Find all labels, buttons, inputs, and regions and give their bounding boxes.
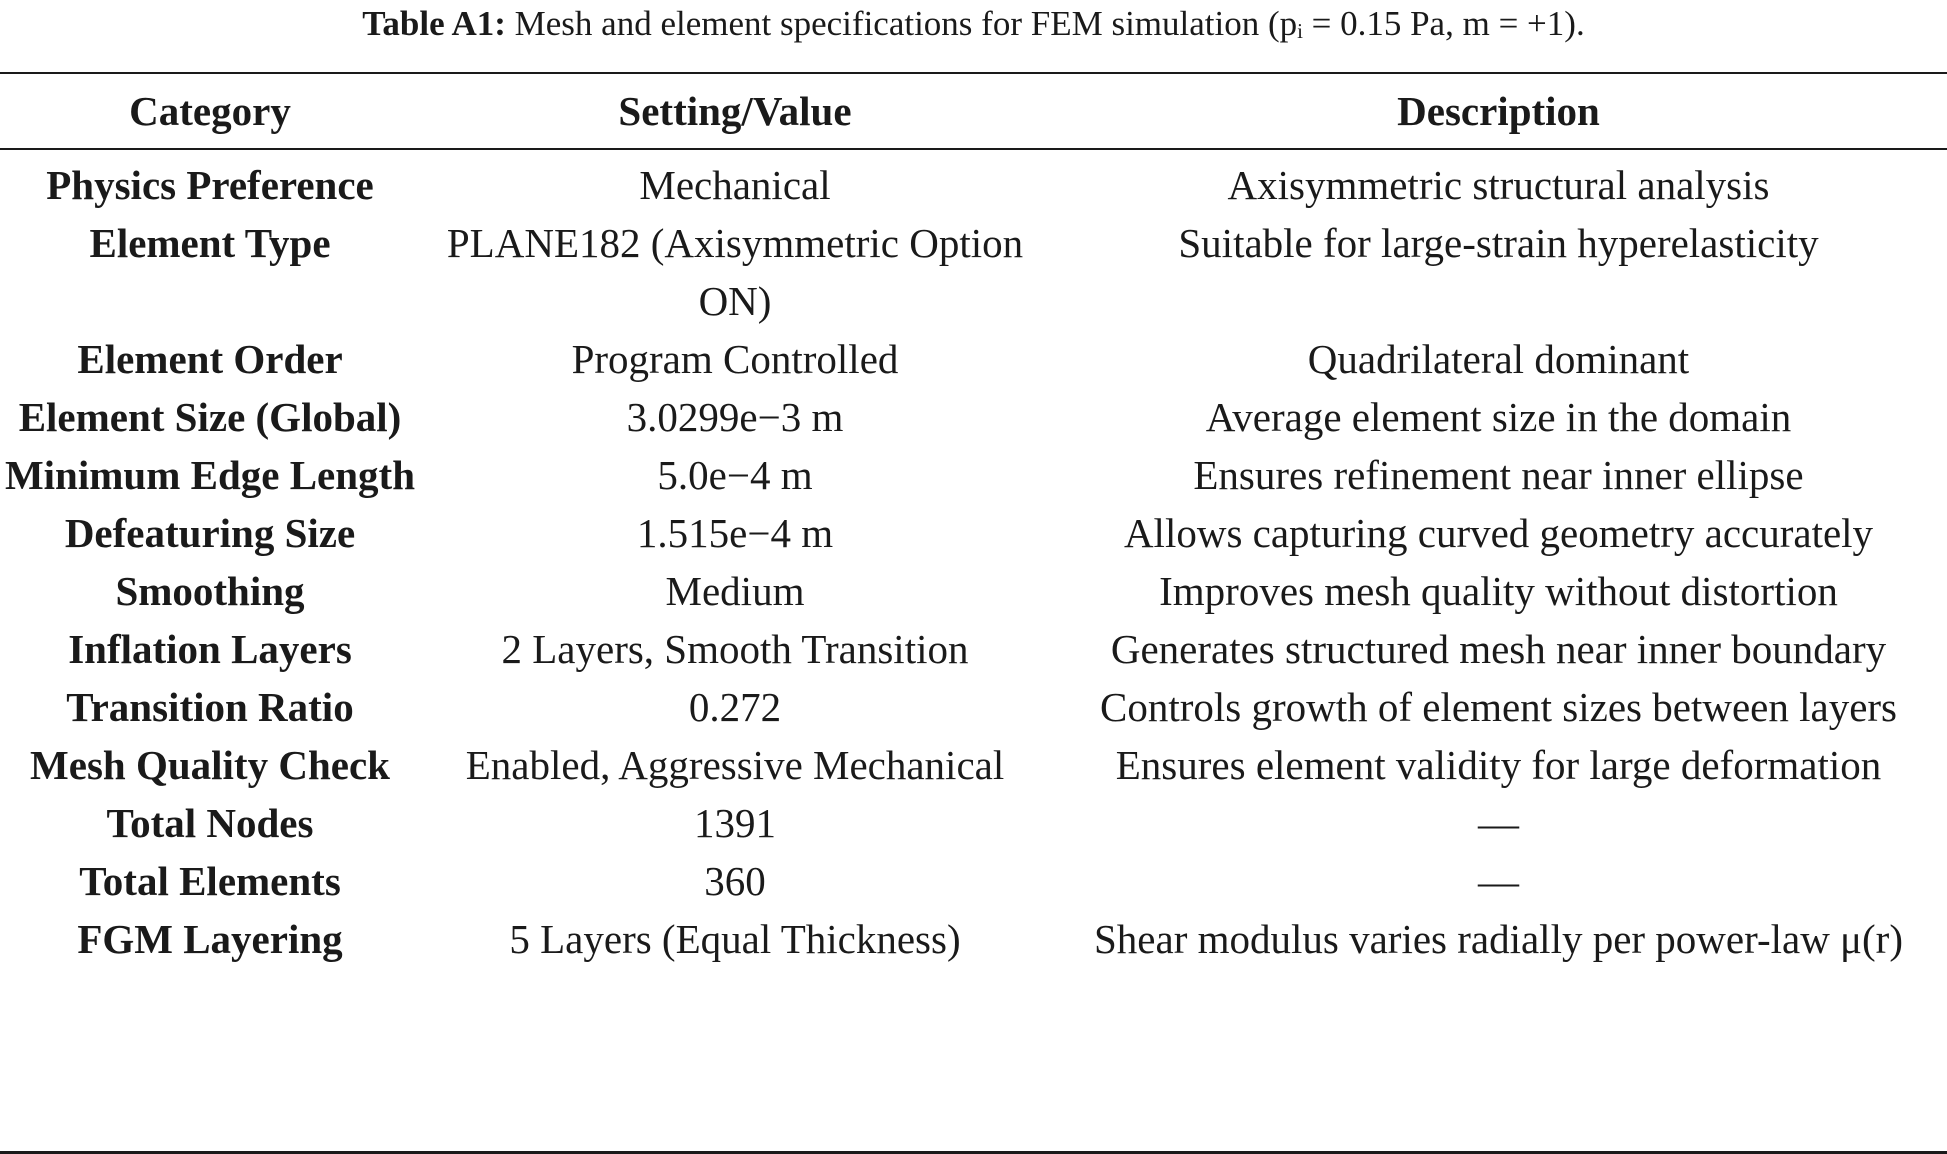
table-row [0, 562, 1947, 620]
caption-label: Table A1: [362, 4, 506, 43]
category-cell: Element Type [89, 220, 331, 266]
description-cell: Ensures element validity for large deformation [1115, 742, 1882, 788]
value-cell: PLANE182 (Axisymmetric Option ON) [446, 220, 1024, 324]
header-category: Category [129, 88, 291, 134]
category-cell: Transition Ratio [66, 684, 354, 730]
category-cell: Physics Preference [46, 162, 374, 208]
table-row [0, 388, 1947, 446]
description-cell: Suitable for large-strain hyperelasticity [1178, 220, 1819, 266]
description-cell: Average element size in the domain [1205, 394, 1792, 440]
header-row [0, 74, 1947, 149]
category-cell: Element Size (Global) [18, 394, 402, 440]
table-row [0, 330, 1947, 388]
value-cell: 3.0299e−3 m [626, 394, 844, 440]
category-cell: Inflation Layers [68, 626, 352, 672]
description-cell: Ensures refinement near inner ellipse [1193, 452, 1804, 498]
category-cell: Total Nodes [106, 800, 314, 846]
value-cell: Medium [665, 568, 805, 614]
table-row [0, 794, 1947, 852]
description-cell: — [1478, 800, 1519, 846]
table-row [0, 736, 1947, 794]
category-cell: Minimum Edge Length [4, 452, 416, 498]
value-cell: Program Controlled [571, 336, 899, 382]
table-row [0, 214, 1947, 330]
value-cell: 2 Layers, Smooth Transition [501, 626, 969, 672]
category-cell: Mesh Quality Check [30, 742, 390, 788]
mesh-spec-table [0, 74, 1947, 968]
description-cell: Improves mesh quality without distortion [1159, 568, 1838, 614]
value-cell: 5.0e−4 m [657, 452, 813, 498]
table-row [0, 149, 1947, 214]
table-row [0, 504, 1947, 562]
description-cell: Allows capturing curved geometry accurately [1123, 510, 1874, 556]
table-caption [0, 0, 1947, 48]
description-cell: Shear modulus varies radially per power-law μ(r) [1094, 916, 1903, 962]
value-cell: 5 Layers (Equal Thickness) [509, 916, 961, 962]
header-description: Description [1397, 88, 1600, 134]
category-cell: Defeaturing Size [64, 510, 356, 556]
description-cell: Quadrilateral dominant [1307, 336, 1690, 382]
description-cell: Generates structured mesh near inner boundary [1110, 626, 1887, 672]
category-cell: Total Elements [79, 858, 341, 904]
description-cell: Controls growth of element sizes between layers [1100, 684, 1897, 730]
table-row [0, 620, 1947, 678]
table-row [0, 852, 1947, 910]
category-cell: Element Order [77, 336, 343, 382]
table-row [0, 446, 1947, 504]
value-cell: 0.272 [688, 684, 782, 730]
value-cell: Mechanical [639, 162, 831, 208]
value-cell: 360 [704, 858, 766, 904]
value-cell: 1391 [694, 800, 776, 846]
description-cell: Axisymmetric structural analysis [1227, 162, 1770, 208]
header-setting-value: Setting/Value [618, 88, 852, 134]
table-row [0, 910, 1947, 968]
caption-text: Mesh and element specifications for FEM simulation (pᵢ = 0.15 Pa, m = +1). [505, 4, 1585, 43]
category-cell: FGM Layering [77, 916, 343, 962]
table-row [0, 678, 1947, 736]
value-cell: 1.515e−4 m [636, 510, 834, 556]
value-cell: Enabled, Aggressive Mechanical [465, 742, 1005, 788]
category-cell: Smoothing [115, 568, 305, 614]
description-cell: — [1478, 858, 1519, 904]
